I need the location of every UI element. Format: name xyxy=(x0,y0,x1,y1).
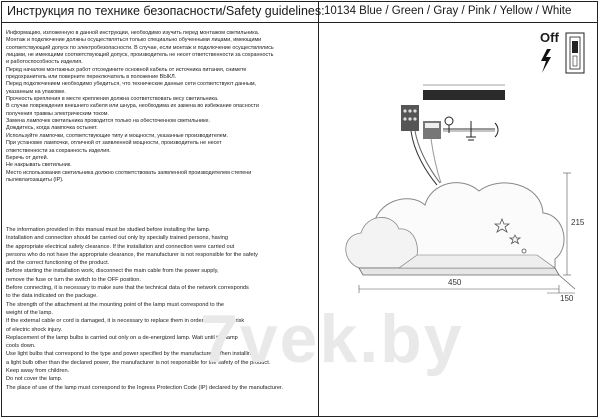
ru-line: указанным на упаковке. xyxy=(6,88,66,95)
en-line: The strength of the attachment at the mounting point of the lamp must correspond to the xyxy=(6,301,224,308)
ru-line: Информацию, изложенную в данной инструкции, необходимо изучить перед монтажом светильника. xyxy=(6,30,260,36)
ru-line: ответственности за сохранность изделия. xyxy=(6,147,111,154)
product-model-title: 10134 Blue / Green / Gray / Pink / Yellow / White xyxy=(324,5,572,17)
ru-line: Беречь от детей. xyxy=(6,154,49,161)
ru-line: Прочность крепления в месте крепления должна соответствовать весу светильника. xyxy=(6,96,219,103)
off-label: Off xyxy=(540,30,559,45)
en-line: Use light bulbs that correspond to the type and power specified by the manufacturer. When installing xyxy=(6,351,255,358)
ceiling-plate xyxy=(423,85,505,100)
ru-line: Перед началом монтажных работ отсоедините основной кабель от источника питания, сниметe xyxy=(6,66,247,73)
switch-off-icon xyxy=(566,33,584,73)
depth-dimension xyxy=(547,275,575,293)
en-line: cools down. xyxy=(6,343,36,350)
watermark: 7vek.by xyxy=(200,301,464,377)
depth-dimension-label: 150 xyxy=(560,294,574,303)
en-line: the appropriate electrical safety clearance. If the installation and connection were carried out xyxy=(6,243,235,250)
en-line: and the correct functioning of the product. xyxy=(6,260,110,267)
ru-line: Место использования светильника должно соответствовать заявленной производителем степени xyxy=(6,169,252,176)
terminal-block xyxy=(401,105,441,139)
en-line: If the external cable or cord is damaged, it is necessary to replace them in order to avoid the risk xyxy=(6,318,245,325)
ru-line: В случае повреждения внешнего кабеля или шнура, необходима их замена во избежание опасности xyxy=(6,103,259,110)
ru-line: Не накрывать светильник. xyxy=(6,162,72,169)
height-dimension-label: 215 xyxy=(571,218,585,227)
ru-line: Перед подключением необходимо убедиться, что технические данные сети соответствуют данным, xyxy=(6,81,257,88)
ru-line: предохранитель или поверните переключатель в положение ВЫКЛ. xyxy=(6,74,177,81)
ru-line: получения травмы электрическим током. xyxy=(6,110,109,117)
en-line: The information provided in this manual must be studied before installing the lamp. xyxy=(6,227,211,233)
en-line: Keep away from children. xyxy=(6,368,70,375)
lightning-icon xyxy=(541,49,551,73)
ru-line: соответствующий допуск по электробезопасности. В случае, если монтаж и подключение осуществлялись xyxy=(6,44,274,51)
lamp-technical-drawing xyxy=(319,23,597,416)
en-line: Replacement of the lamp bulbs is carried out only on a de-energized lamp. Wait until the lamp xyxy=(6,334,238,341)
en-line: Before starting the installation work, disconnect the main cable from the power supply, xyxy=(6,268,219,275)
en-line: of electric shock injury. xyxy=(6,326,63,333)
en-line: to the data indicated on the package. xyxy=(6,293,98,300)
ru-line: При установке лампочки, отличной от заявленной мощности, производитель не несет xyxy=(6,140,222,147)
ru-line: лицами, не имеющими соответствующий допуск, производитель не несет ответственности за сохранность xyxy=(6,52,274,59)
ru-line: пылевлагозащиты (IP). xyxy=(6,176,64,183)
safety-title: Инструкция по технике безопасности/Safety guidelines: xyxy=(7,4,325,18)
ru-line: Монтаж и подключение должны осуществляться только специально обученными лицами, имеющими xyxy=(6,37,262,44)
russian-instructions xyxy=(6,30,312,184)
en-line: weight of the lamp. xyxy=(6,309,53,316)
en-line: a light bulb other than the declared power, the manufacturer is not responsible for the safety of the product. xyxy=(6,359,271,366)
en-line: Installation and connection should be carried out only by specially trained persons, having xyxy=(6,235,229,242)
english-instructions xyxy=(6,226,312,392)
width-dimension-label: 450 xyxy=(448,278,462,287)
ru-line: Используйте лампочки, соответствующие типу и мощности, указанные производителем. xyxy=(6,132,228,139)
header-divider-left xyxy=(1,22,319,23)
ru-line: и работоспособность изделия. xyxy=(6,59,83,66)
ru-line: Замена лампочек светильника проводится только на обесточенном светильнике. xyxy=(6,118,210,125)
en-line: The place of use of the lamp must correspond to the Ingress Protection Code (IP) declared by the manufacturer. xyxy=(6,384,284,391)
ru-line: Дождитесь, когда лампочка остынет. xyxy=(6,125,98,132)
height-dimension xyxy=(563,173,571,275)
en-line: Do not cover the lamp. xyxy=(6,376,63,383)
en-line: Before connecting, it is necessary to make sure that the technical data of the network corresponds xyxy=(6,285,249,292)
en-line: remove the fuse or turn the switch to the OFF position. xyxy=(6,276,141,283)
en-line: persons who do not have the appropriate clearance, the manufacturer is not responsible for the safety xyxy=(6,251,258,258)
